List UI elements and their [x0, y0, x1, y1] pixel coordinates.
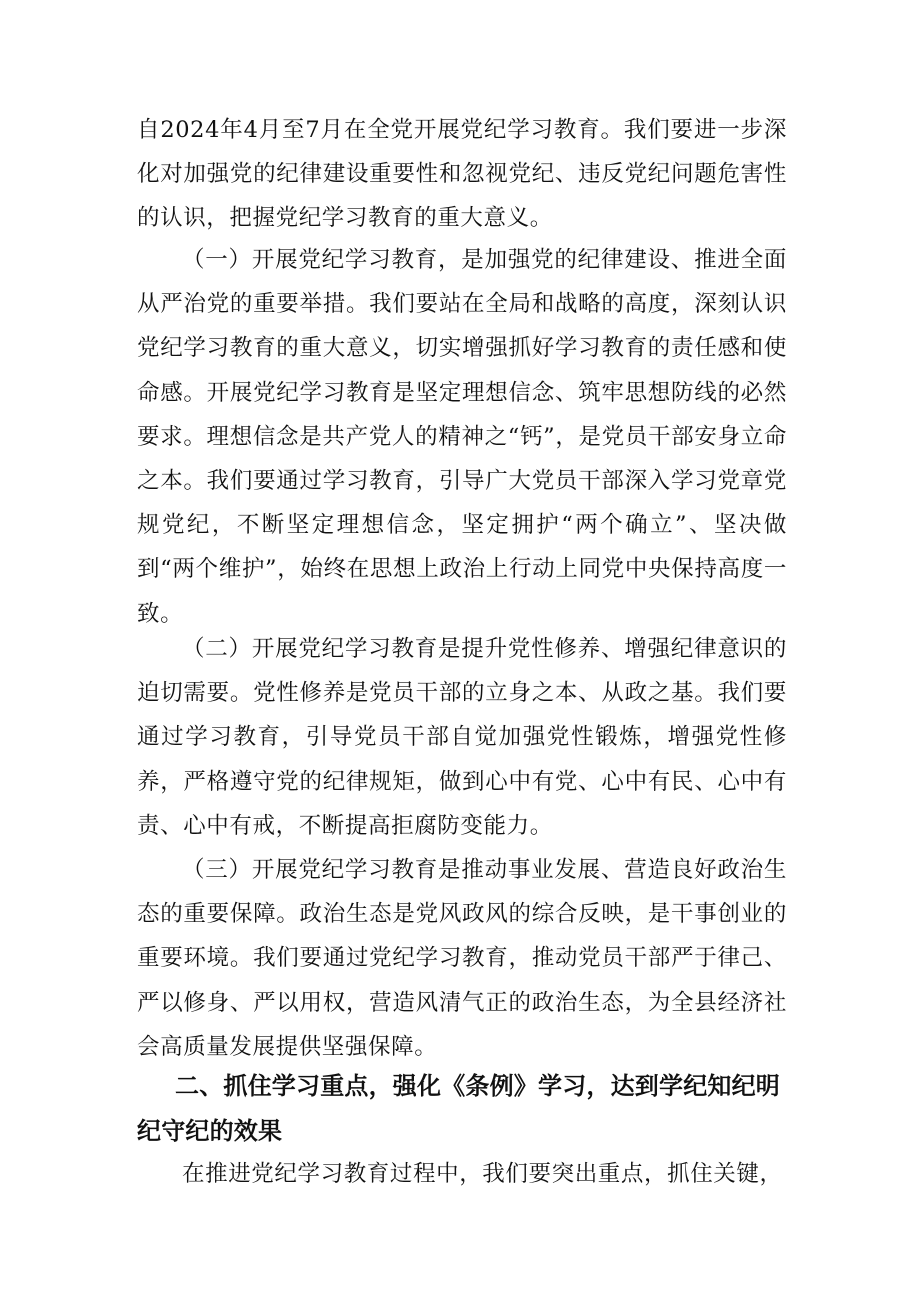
body-paragraph-section-2: （二）开展党纪学习教育是提升党性修养、增强纪律意识的迫切需要。党性修养是党员干部的立身之本、从政之基。我们要通过学习教育，引导党员干部自觉加强党性锻炼，增强党性修养，严格遵守党的纪律规矩，做到心中有党、心中有民、心中有责、心中有戒，不断提高拒腐防变能力。: [137, 636, 787, 839]
body-paragraph-section-1: （一）开展党纪学习教育，是加强党的纪律建设、推进全面从严治党的重要举措。我们要站在全局和战略的高度，深刻认识党纪学习教育的重大意义，切实增强抓好学习教育的责任感和使命感。开展党纪学习教育是坚定理想信念、筑牢思想防线的必然要求。理想信念是共产党人的精神之“钙”，是党员干部安身立命之本。我们要通过学习教育，引导广大党员干部深入学习党章党规党纪，不断坚定理想信念，坚定拥护“两个确立”、坚决做到“两个维护”，始终在思想上政治上行动上同党中央保持高度一致。: [137, 247, 787, 627]
body-paragraph-section-3: （三）开展党纪学习教育是推动事业发展、营造良好政治生态的重要保障。政治生态是党风政风的综合反映，是干事创业的重要环境。我们要通过党纪学习教育，推动党员干部严于律己、严以修身、严以用权，营造风清气正的政治生态，为全县经济社会高质量发展提供坚强保障。: [137, 857, 787, 1060]
body-paragraph-section-2-intro: 在推进党纪学习教育过程中，我们要突出重点，抓住关键，: [182, 1161, 783, 1187]
section-heading-2: 二、抓住学习重点，强化《条例》学习，达到学纪知纪明纪守纪的效果: [137, 1072, 780, 1145]
body-paragraph-intro: 自2024年4月至7月在全党开展党纪学习教育。我们要进一步深化对加强党的纪律建设重要性和忽视党纪、违反党纪问题危害性的认识，把握党纪学习教育的重大意义。: [137, 117, 787, 232]
